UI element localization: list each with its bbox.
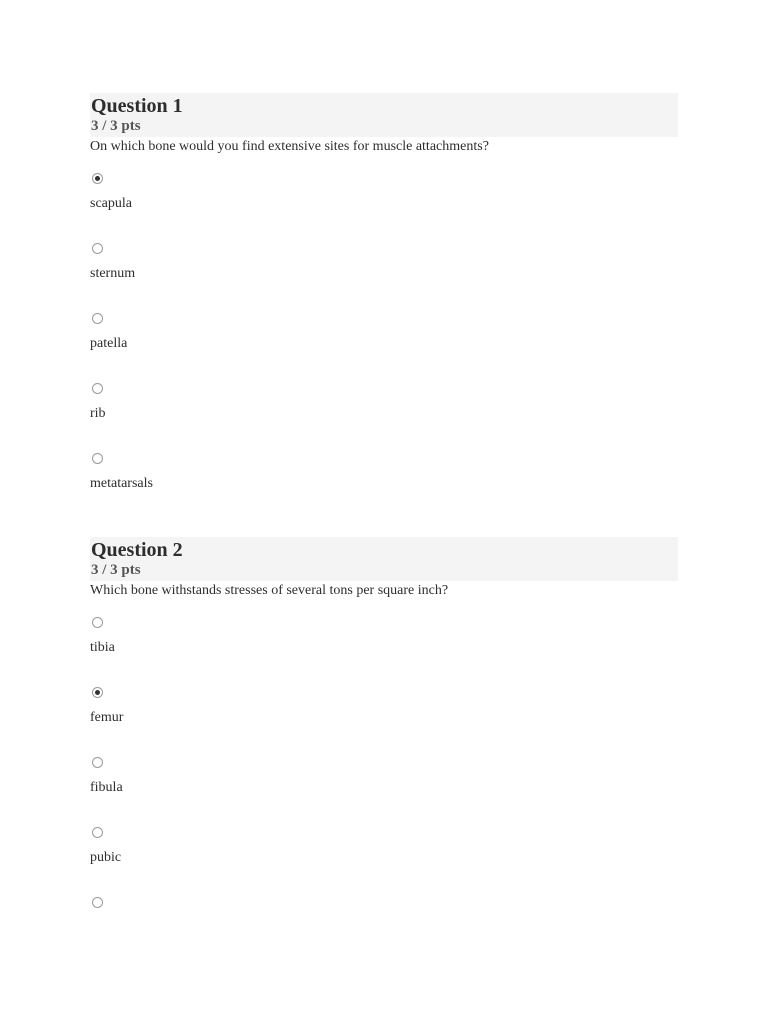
question-header <box>90 537 678 581</box>
question-title: Question 1 <box>91 95 183 117</box>
radio-button[interactable] <box>92 453 103 464</box>
answer-option[interactable] <box>90 366 678 436</box>
answer-option[interactable] <box>90 740 678 810</box>
answer-option[interactable] <box>90 670 678 740</box>
question-title: Question 2 <box>91 539 183 561</box>
question-1 <box>90 93 678 506</box>
answer-option[interactable] <box>90 600 678 670</box>
radio-button[interactable] <box>92 827 103 838</box>
answer-option[interactable] <box>90 156 678 226</box>
answer-label[interactable]: patella <box>90 336 128 351</box>
answer-option[interactable] <box>90 436 678 506</box>
answer-option[interactable] <box>90 880 678 950</box>
radio-button[interactable] <box>92 617 103 628</box>
question-header <box>90 93 678 137</box>
question-points: 3 / 3 pts <box>91 118 141 134</box>
answer-option[interactable] <box>90 810 678 880</box>
answer-label[interactable]: scapula <box>90 196 132 211</box>
answer-label[interactable]: rib <box>90 406 106 421</box>
radio-button[interactable] <box>92 243 103 254</box>
question-text: Which bone withstands stresses of several tons per square inch? <box>90 583 449 598</box>
answer-label[interactable]: femur <box>90 710 124 725</box>
radio-button[interactable] <box>92 383 103 394</box>
answer-label[interactable]: fibula <box>90 780 123 795</box>
question-points: 3 / 3 pts <box>91 562 141 578</box>
answer-option[interactable] <box>90 296 678 366</box>
answer-label[interactable]: pubic <box>90 850 122 865</box>
question-text: On which bone would you find extensive sites for muscle attachments? <box>90 139 489 154</box>
radio-button[interactable] <box>92 897 103 908</box>
radio-button[interactable] <box>92 757 103 768</box>
answer-label[interactable]: sternum <box>90 266 136 281</box>
answer-label[interactable]: tibia <box>90 640 115 655</box>
answer-label[interactable]: metatarsals <box>90 476 153 491</box>
question-2 <box>90 537 678 950</box>
radio-button[interactable] <box>92 173 103 184</box>
answer-option[interactable] <box>90 226 678 296</box>
radio-button[interactable] <box>92 687 103 698</box>
radio-button[interactable] <box>92 313 103 324</box>
